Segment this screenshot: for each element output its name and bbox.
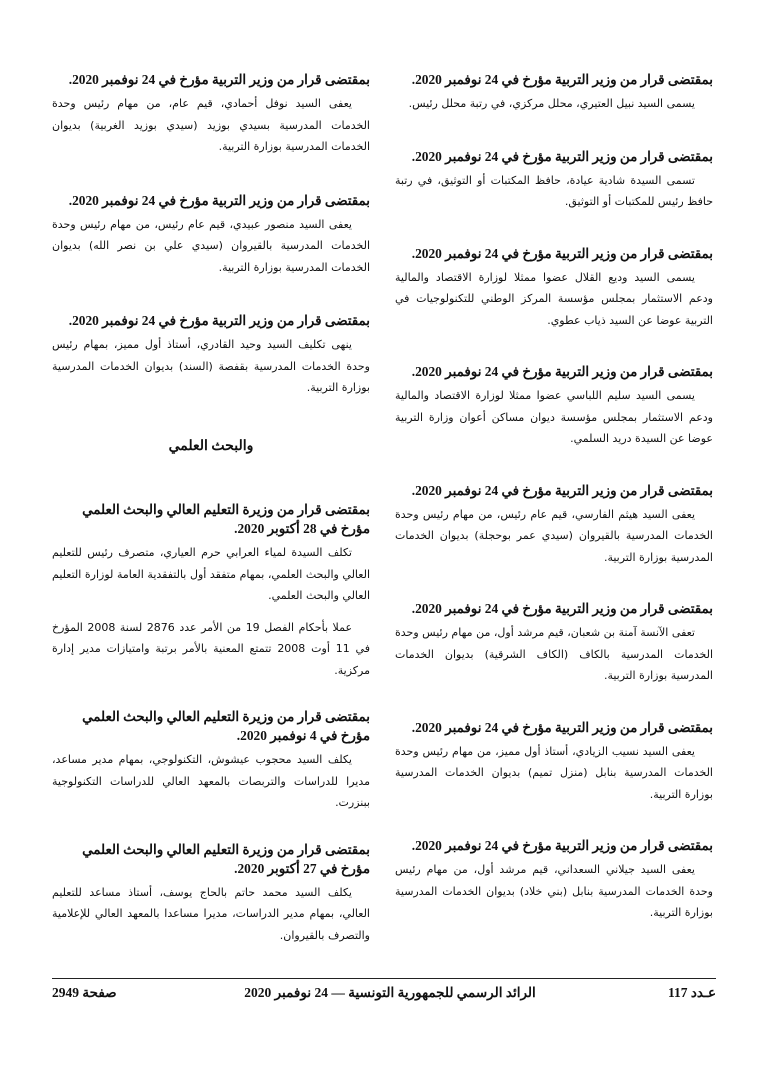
- decree-heading: بمقتضى قرار من وزير التربية مؤرخ في 24 نوفمبر 2020.: [68, 72, 370, 87]
- decree-entry: [52, 500, 370, 681]
- decree-heading: بمقتضى قرار من وزير التربية مؤرخ في 24 نوفمبر 2020.: [411, 838, 713, 853]
- decree-heading: بمقتضى قرار من وزير التربية مؤرخ في 24 نوفمبر 2020.: [411, 601, 713, 616]
- footer-divider: [52, 978, 716, 979]
- decree-text: يعفى السيد جيلاني السعداني، قيم مرشد أول، من مهام رئيس وحدة الخدمات المدرسية بنابل (بني خلاد) بديوان الخدمات المدرسية بوزارة التربية.: [395, 863, 713, 919]
- decree-entry: [395, 147, 713, 213]
- decree-heading: بمقتضى قرار من وزيرة التعليم العالي والبحث العلمي مؤرخ في 27 أكتوبر 2020.: [82, 841, 370, 876]
- decree-text: تكلف السيدة لمياء العرابي حرم العياري، متصرف رئيس للتعليم العالي والبحث العلمي، بمهام متفقد أول بالتفقدية العامة لوزارة التعليم العالي والبحث العلمي.: [52, 546, 370, 602]
- gazette-title-date: الرائد الرسمي للجمهورية التونسية — 24 نوفمبر 2020: [244, 985, 536, 1000]
- decree-entry: [52, 70, 370, 158]
- decree-text: يعفى السيد نسيب الزيادي، أستاذ أول مميز، من مهام رئيس وحدة الخدمات المدرسية بنابل (منزل تميم) بديوان الخدمات المدرسية بوزارة التربية.: [395, 744, 713, 801]
- decree-text: يعفى السيد هيثم الفارسي، قيم عام رئيس، من مهام رئيس وحدة الخدمات المدرسية بالقيروان (سيدي عمر بوحجلة) بديوان الخدمات المدرسية بوزارة التربية.: [395, 507, 713, 564]
- decree-text: يكلف السيد محمد حاتم بالحاج يوسف، أستاذ مساعد للتعليم العالي، بمهام مدير الدراسات، مديرا مساعدا بالمعهد العالي للإعلامية والتصرف بالقيروان.: [52, 885, 370, 942]
- decree-entry: [395, 70, 713, 115]
- decree-heading: بمقتضى قرار من وزير التربية مؤرخ في 24 نوفمبر 2020.: [68, 192, 370, 208]
- decree-heading: بمقتضى قرار من وزير التربية مؤرخ في 24 نوفمبر 2020.: [411, 364, 713, 379]
- decree-heading: بمقتضى قرار من وزير التربية مؤرخ في 24 نوفمبر 2020.: [411, 482, 713, 498]
- decree-text: ينهى تكليف السيد وحيد القادري، أستاذ أول مميز، بمهام رئيس وحدة الخدمات المدرسية بقفصة (السند) بديوان الخدمات المدرسية بوزارة التربية.: [52, 338, 370, 394]
- decree-entry: [395, 481, 713, 569]
- left-column-top: [52, 70, 370, 399]
- section-title-text: والبحث العلمي: [168, 439, 254, 454]
- decree-text: يكلف السيد محجوب عيشوش، التكنولوجي، بمهام مدير مساعد، مديرا للدراسات والتربصات بالمعهد العالي للدراسات التكنولوجية ببنزرت.: [52, 753, 370, 809]
- decree-entry: [395, 836, 713, 924]
- decree-heading: بمقتضى قرار من وزير التربية مؤرخ في 24 نوفمبر 2020.: [68, 313, 370, 328]
- decree-entry: [52, 707, 370, 814]
- decree-text: تسمى السيدة شادية عيادة، حافظ المكتبات أو التوثيق، في رتبة حافظ رئيس للمكتبات أو التوثيق.: [395, 173, 713, 208]
- decree-entry: [395, 244, 713, 332]
- decree-text: يسمى السيد نبيل العتيري، محلل مركزي، في رتبة محلل رئيس.: [408, 97, 695, 110]
- decree-entry: [52, 840, 370, 947]
- section-title: [52, 438, 370, 455]
- decree-heading: بمقتضى قرار من وزير التربية مؤرخ في 24 نوفمبر 2020.: [411, 148, 713, 164]
- decree-text: يعفى السيد منصور عبيدي، قيم عام رئيس، من مهام رئيس وحدة الخدمات المدرسية بالقيروان (سيدي علي بن نصر الله) بديوان الخدمات المدرسية بوزارة التربية.: [52, 217, 370, 274]
- decree-heading: بمقتضى قرار من وزير التربية مؤرخ في 24 نوفمبر 2020.: [411, 72, 713, 87]
- decree-heading: بمقتضى قرار من وزيرة التعليم العالي والبحث العلمي مؤرخ في 28 أكتوبر 2020.: [82, 502, 370, 536]
- decree-heading: بمقتضى قرار من وزير التربية مؤرخ في 24 نوفمبر 2020.: [411, 245, 713, 261]
- decree-heading: بمقتضى قرار من وزيرة التعليم العالي والبحث العلمي مؤرخ في 4 نوفمبر 2020.: [82, 709, 370, 743]
- right-column: [395, 70, 713, 924]
- page-number: صفحة 2949: [52, 985, 117, 1000]
- decree-entry: [395, 599, 713, 687]
- decree-entry: [52, 191, 370, 279]
- decree-entry: [52, 311, 370, 399]
- decree-entry: [395, 362, 713, 450]
- decree-text: يسمى السيد سليم اللباسي عضوا ممثلا لوزارة الاقتصاد والمالية ودعم الاستثمار بمجلس مؤسسة ديوان مساكن أعوان وزارة التربية عوضا عن السيدة دريد السلمي.: [395, 389, 713, 445]
- decree-heading: بمقتضى قرار من وزير التربية مؤرخ في 24 نوفمبر 2020.: [411, 719, 713, 735]
- decree-text: تعفى الآنسة آمنة بن شعبان، قيم مرشد أول، من مهام رئيس وحدة الخدمات المدرسية بالكاف (الكاف الشرقية) بديوان الخدمات المدرسية بوزارة التربية.: [395, 626, 713, 682]
- decree-text: يسمى السيد وديع القلال عضوا ممثلا لوزارة الاقتصاد والمالية ودعم الاستثمار بمجلس مؤسسة المركز الوطني للتكنولوجيات في التربية عوضا عن السيد ذياب عطوي.: [395, 270, 713, 327]
- left-column-bottom: [52, 500, 370, 946]
- decree-text: يعفى السيد نوفل أحمادي، قيم عام، من مهام رئيس وحدة الخدمات المدرسية بسيدي بوزيد (سيدي بوزيد الغربية) بديوان الخدمات المدرسية بوزارة التربية.: [52, 97, 370, 153]
- decree-text: عملا بأحكام الفصل 19 من الأمر عدد 2876 لسنة 2008 المؤرخ في 11 أوت 2008 تتمتع المعنية بالأمر برتبة وامتيازات مدير إدارة مركزية.: [52, 620, 370, 677]
- decree-entry: [395, 718, 713, 806]
- issue-number: عـدد 117: [668, 985, 716, 1000]
